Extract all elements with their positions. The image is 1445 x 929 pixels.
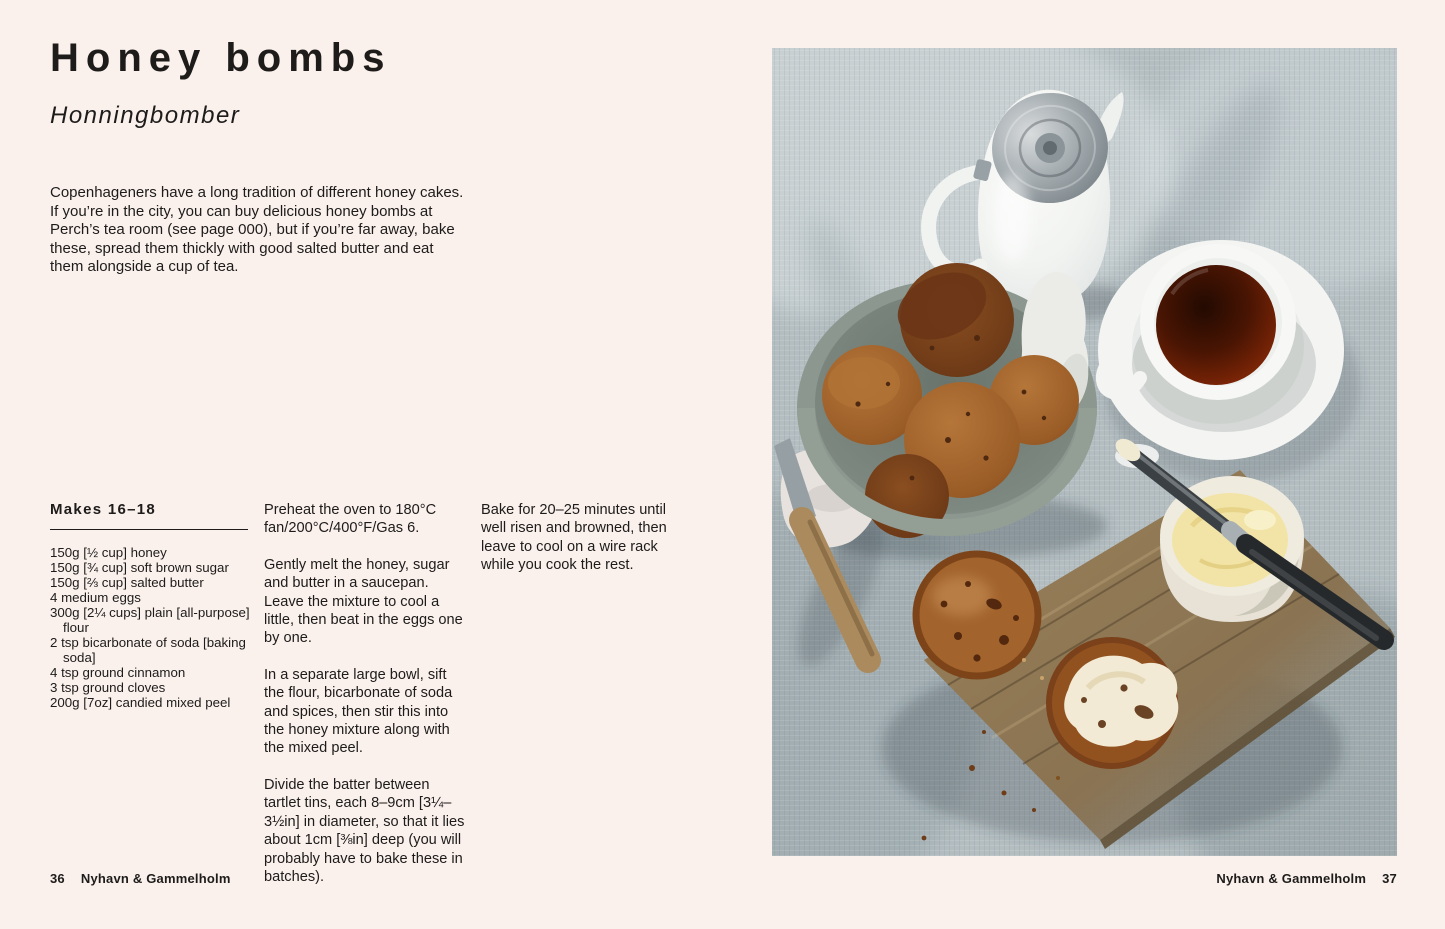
section-name-right: Nyhavn & Gammelholm <box>1216 871 1367 886</box>
yield-label: Makes 16–18 <box>50 501 157 518</box>
method-column-2 <box>481 501 687 593</box>
ingredient-item: 300g [2¼ cups] plain [all-purpose] flour <box>50 605 250 635</box>
recipe-title: Honey bombs <box>50 36 392 80</box>
ingredient-item: 4 medium eggs <box>50 590 141 605</box>
footer-right <box>1216 871 1397 886</box>
ingredient-item: 3 tsp ground cloves <box>50 680 166 695</box>
footer-left <box>50 871 231 886</box>
method-step: In a separate large bowl, sift the flour, bicarbonate of soda and spices, then stir this into the honey mixture along with the mixed peel. <box>264 666 453 757</box>
method-step: Divide the batter between tartlet tins, each 8–9cm [3¼–3½in] in diameter, so that it lies about 1cm [⅜in] deep (you will probably have to bake these in batches). <box>264 776 465 885</box>
ingredient-item: 150g [½ cup] honey <box>50 545 167 560</box>
recipe-intro: Copenhageners have a long tradition of different honey cakes. If you’re in the city, you can buy delicious honey bombs at Perch’s tea room (see page 000), but if you’re far away, bake these, spread them thickly with good salted butter and eat them alongside a cup of tea. <box>50 184 464 276</box>
method-step: Bake for 20–25 minutes until well risen and browned, then leave to cool on a wire rack while you cook the rest. <box>481 502 667 574</box>
recipe-photo <box>772 48 1397 856</box>
ingredient-item: 4 tsp ground cinnamon <box>50 665 186 680</box>
divider-rule <box>50 529 248 530</box>
method-step: Preheat the oven to 180°C fan/200°C/400°F/Gas 6. <box>264 502 437 537</box>
method-column-1 <box>264 501 470 904</box>
recipe-subtitle-danish: Honningbomber <box>50 102 241 129</box>
ingredients-list <box>50 545 250 710</box>
split-honey-bomb-buttered <box>1049 640 1178 766</box>
ingredient-item: 150g [⅔ cup] salted butter <box>50 575 204 590</box>
page-number-left: 36 <box>50 871 65 886</box>
ingredient-item: 200g [7oz] candied mixed peel <box>50 695 231 710</box>
ingredient-item: 150g [¾ cup] soft brown sugar <box>50 560 229 575</box>
tea <box>1156 265 1276 385</box>
ingredient-item: 2 tsp bicarbonate of soda [baking soda] <box>50 635 246 665</box>
ingredients-column <box>50 500 250 710</box>
split-honey-bomb-plain <box>916 554 1038 676</box>
page-number-right: 37 <box>1382 871 1397 886</box>
section-name-left: Nyhavn & Gammelholm <box>80 871 231 886</box>
method-step: Gently melt the honey, sugar and butter in a saucepan. Leave the mixture to cool a little, then beat in the eggs one by one. <box>264 556 463 647</box>
